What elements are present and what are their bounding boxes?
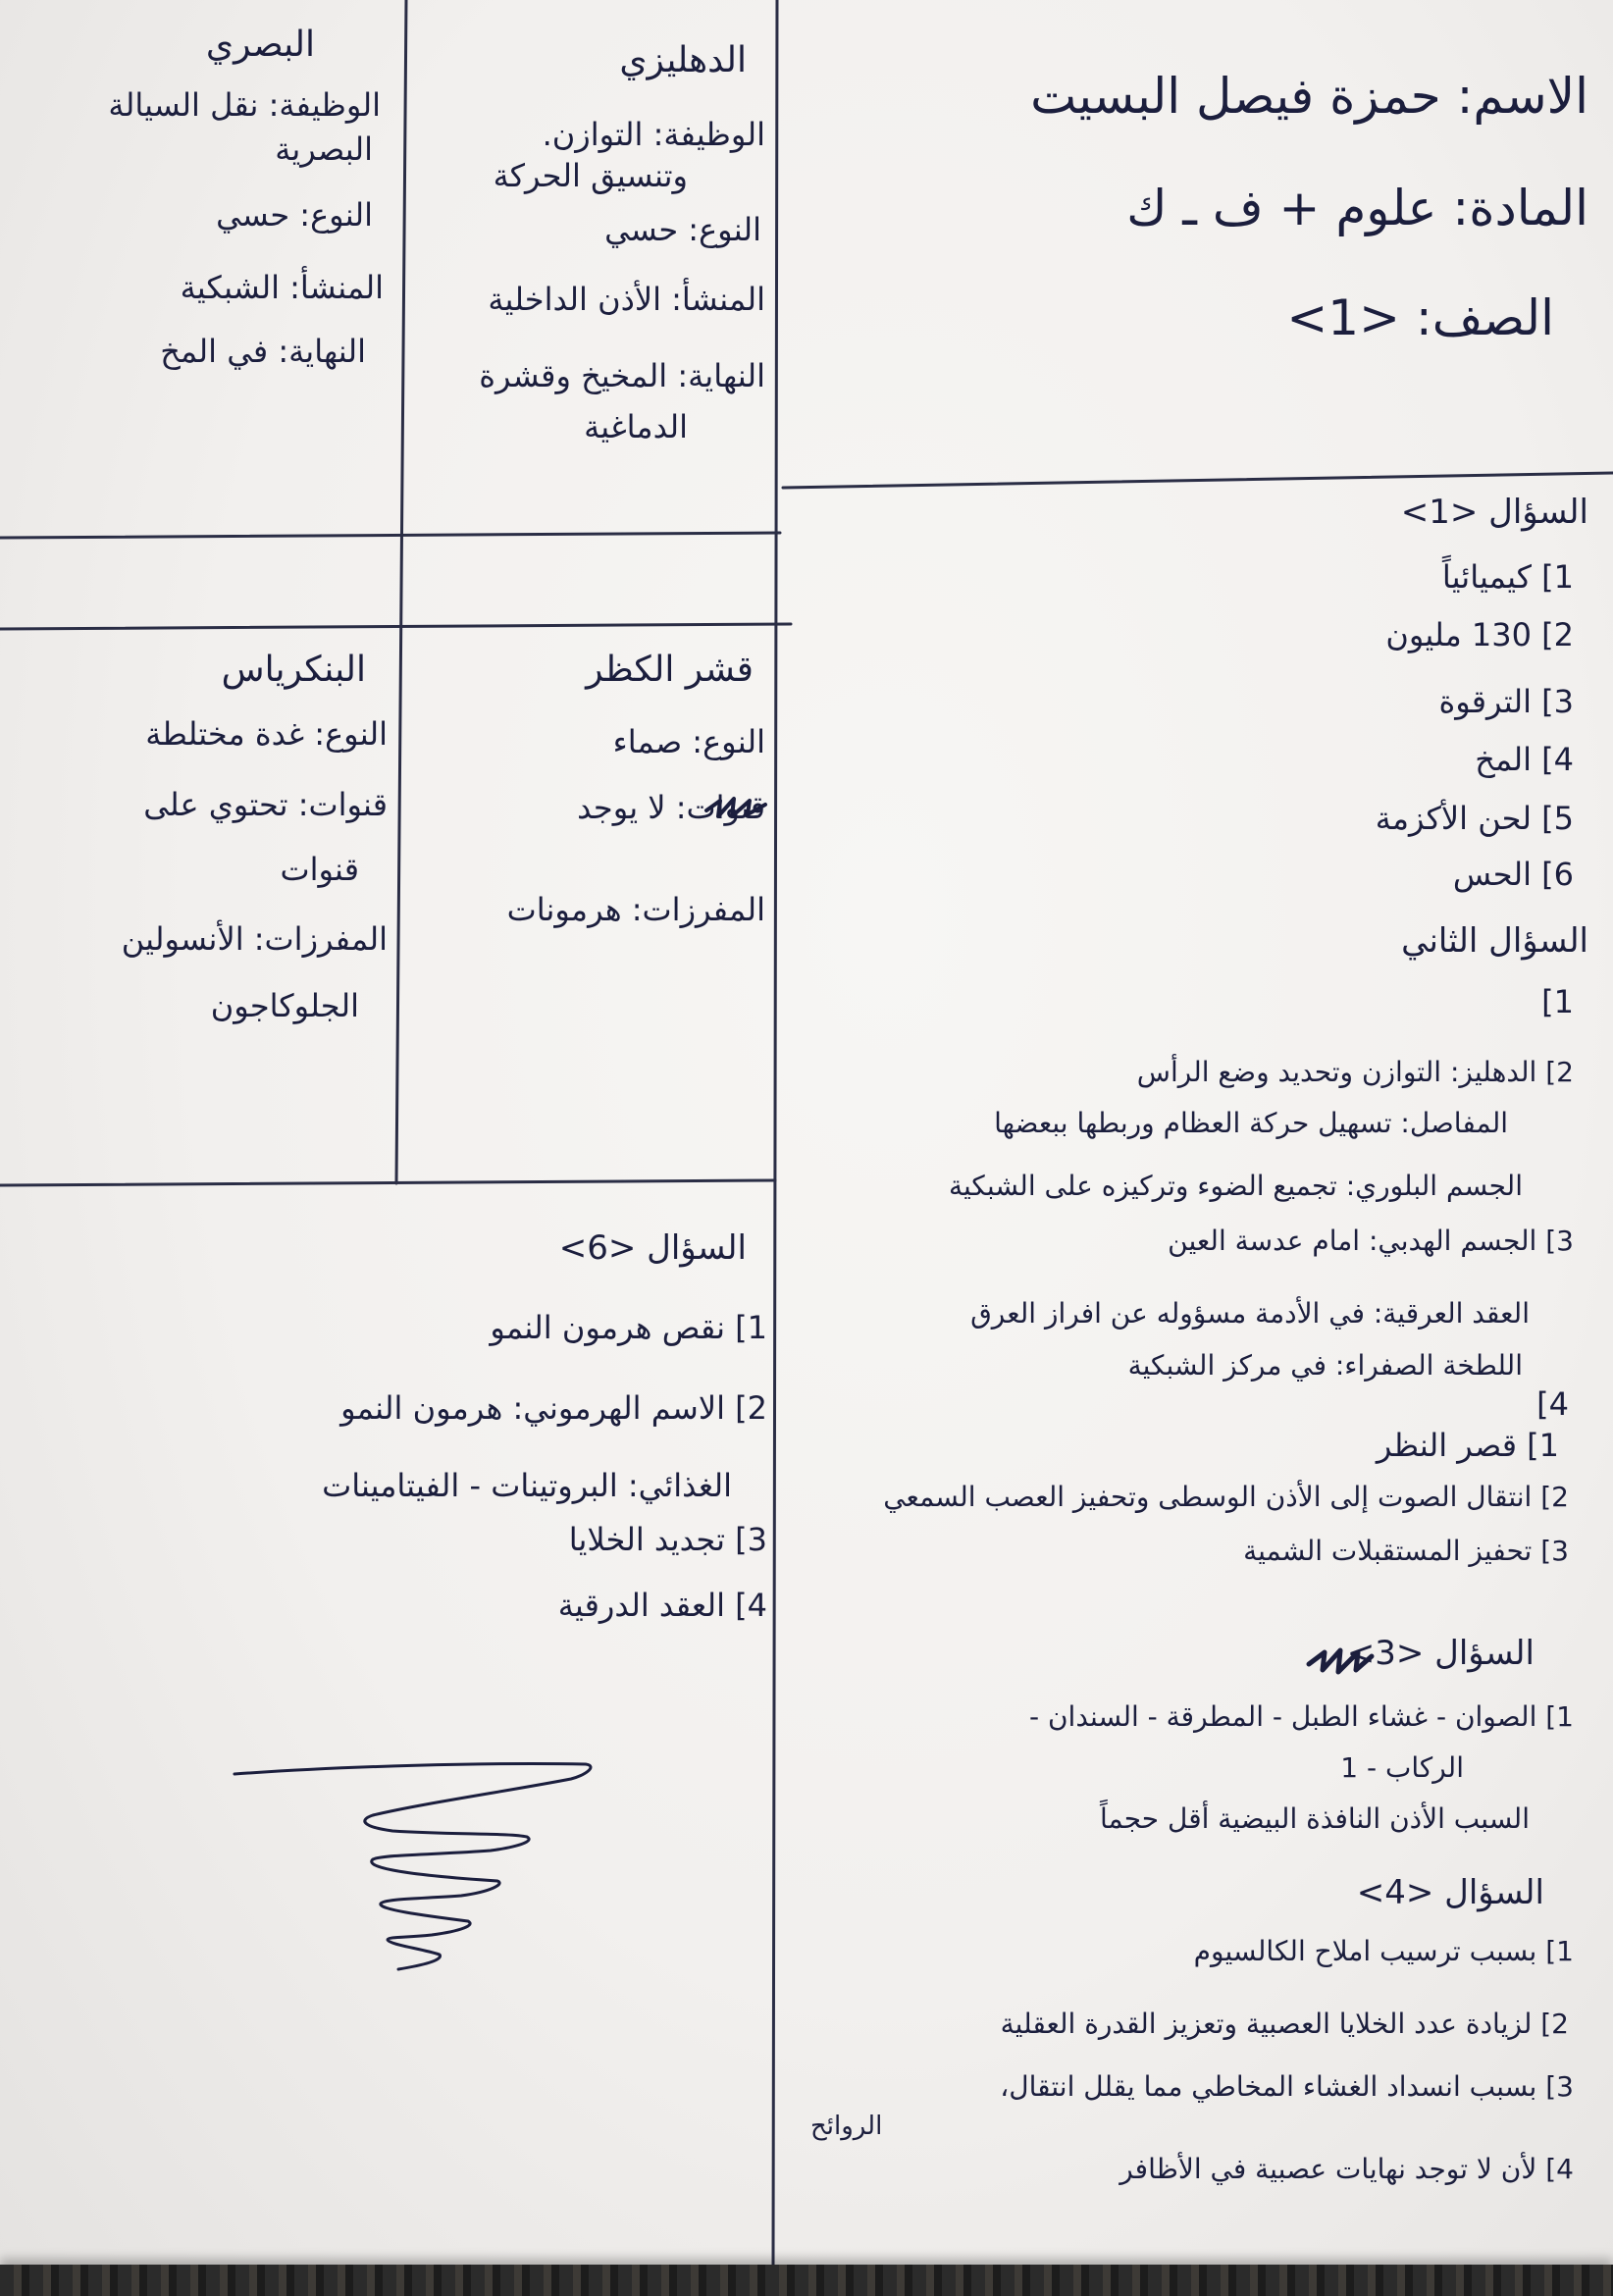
q4-line: 4] لأن لا توجد نهايات عصبية في الأظافر <box>1119 2153 1574 2185</box>
question-2-heading: السؤال الثاني <box>1401 921 1588 961</box>
q2-line: العقد العرقية: في الأدمة مسؤوله عن افراز العرق <box>970 1297 1530 1330</box>
q2-line: 1] <box>1541 983 1574 1020</box>
q2-line: 4] <box>1536 1385 1569 1423</box>
q6-line: 2] الاسم الهرموني: هرمون النمو <box>340 1389 767 1427</box>
nerve-line: النهاية: في المخ <box>160 333 366 370</box>
gland-line: قنوات <box>280 851 359 888</box>
gland-line: الجلوكاجون <box>210 987 359 1024</box>
q4-line: 1] بسبب ترسيب املاح الكالسيوم <box>1193 1935 1574 1967</box>
nerve-title: الدهليزي <box>619 40 747 80</box>
q2-line: الجسم البلوري: تجميع الضوء وتركيزه على الشبكية <box>948 1170 1523 1202</box>
photo-bottom-edge <box>0 2265 1613 2296</box>
q4-line: 2] لزيادة عدد الخلايا العصبية وتعزيز القدرة العقلية <box>1000 2008 1569 2040</box>
answers-section <box>783 483 1613 2267</box>
q4-line: الروائح <box>810 2112 883 2141</box>
q1-item: 2] 130 مليون <box>1385 616 1574 653</box>
crossed-out-scribble <box>702 793 771 822</box>
gland-cell-adrenal-cortex <box>402 627 775 1183</box>
q1-item: 3] الترقوة <box>1438 683 1574 720</box>
nerve-cell-optic <box>0 0 402 538</box>
gland-title: قشر الكظر <box>586 650 754 690</box>
q1-item: 6] الحس <box>1452 856 1574 893</box>
question-6-section <box>0 1183 775 2267</box>
signature <box>196 1737 608 1992</box>
nerve-line: المنشأ: الشبكية <box>180 269 384 306</box>
nerve-line: المنشأ: الأذن الداخلية <box>488 281 765 318</box>
question-6-heading: السؤال <6> <box>558 1228 747 1268</box>
q2-line: 2] انتقال الصوت إلى الأذن الوسطى وتحفيز العصب السمعي <box>883 1481 1569 1513</box>
q3-line: الركاب - 1 <box>1340 1751 1464 1784</box>
student-name: الاسم: حمزة فيصل البسيت <box>1030 68 1588 125</box>
q1-item: 4] المخ <box>1475 741 1574 778</box>
q2-line: اللطخة الصفراء: في مركز الشبكية <box>1127 1349 1523 1382</box>
gland-title: البنكرياس <box>221 650 366 690</box>
q2-line: 3] الجسم الهدبي: امام عدسة العين <box>1168 1225 1574 1257</box>
q4-line: 3] بسبب انسداد الغشاء المخاطي مما يقلل انتقال، <box>1000 2070 1574 2103</box>
q1-item: 5] لحن الأكزمة <box>1375 800 1574 837</box>
q1-item: 1] كيميائياً <box>1441 558 1574 596</box>
nerve-line: الدماغية <box>584 408 688 445</box>
gland-line: المفرزات: هرمونات <box>506 891 765 928</box>
nerve-cell-vestibular <box>402 0 775 538</box>
nerve-line: البصرية <box>275 130 373 168</box>
grade: الصف: <1> <box>1286 289 1554 346</box>
question-1-heading: السؤال <1> <box>1400 493 1588 532</box>
q6-line: الغذائي: البروتينات - الفيتامينات <box>322 1467 732 1504</box>
crossed-out-scribble <box>1305 1644 1376 1678</box>
q2-line: 3] تحفيز المستقبلات الشمية <box>1243 1535 1569 1567</box>
subject: المادة: علوم + ف ـ ك <box>1126 180 1588 236</box>
nerve-line: وتنسيق الحركة <box>493 157 688 194</box>
q2-line: 1] قصر النظر <box>1376 1427 1559 1464</box>
q3-line: السبب الأذن النافذة البيضية أقل حجماً <box>1100 1802 1530 1835</box>
nerve-line: الوظيفة: التوازن. <box>542 116 765 153</box>
gland-line: قنوات: تحتوي على <box>143 786 388 823</box>
nerve-line: الوظيفة: نقل السيالة <box>108 86 381 124</box>
header-section <box>783 0 1613 483</box>
question-4-heading: السؤال <4> <box>1356 1873 1544 1912</box>
q2-line: 2] الدهليز: التوازن وتحديد وضع الرأس <box>1136 1056 1574 1088</box>
nerve-line: النوع: حسي <box>604 211 761 248</box>
q6-line: 1] نقص هرمون النمو <box>490 1309 767 1346</box>
q6-line: 4] العقد الدرقية <box>557 1587 767 1624</box>
nerve-title: البصري <box>205 25 315 65</box>
gland-line: النوع: صماء <box>612 723 765 760</box>
q6-line: 3] تجديد الخلايا <box>568 1521 767 1558</box>
gland-line: المفرزات: الأنسولين <box>121 920 388 958</box>
nerve-line: النوع: حسي <box>216 196 373 234</box>
gland-line: النوع: غدة مختلطة <box>145 715 388 753</box>
question-3-heading: السؤال <3> <box>1346 1634 1535 1673</box>
q2-line: المفاصل: تسهيل حركة العظام وربطها ببعضها <box>994 1107 1508 1139</box>
nerve-line: النهاية: المخيخ وقشرة <box>479 357 765 394</box>
q3-line: 1] الصوان - غشاء الطبل - المطرقة - السندان - <box>1028 1700 1574 1733</box>
gland-line: قنوات: لا يوجد <box>577 789 765 826</box>
gland-cell-pancreas <box>0 627 402 1183</box>
